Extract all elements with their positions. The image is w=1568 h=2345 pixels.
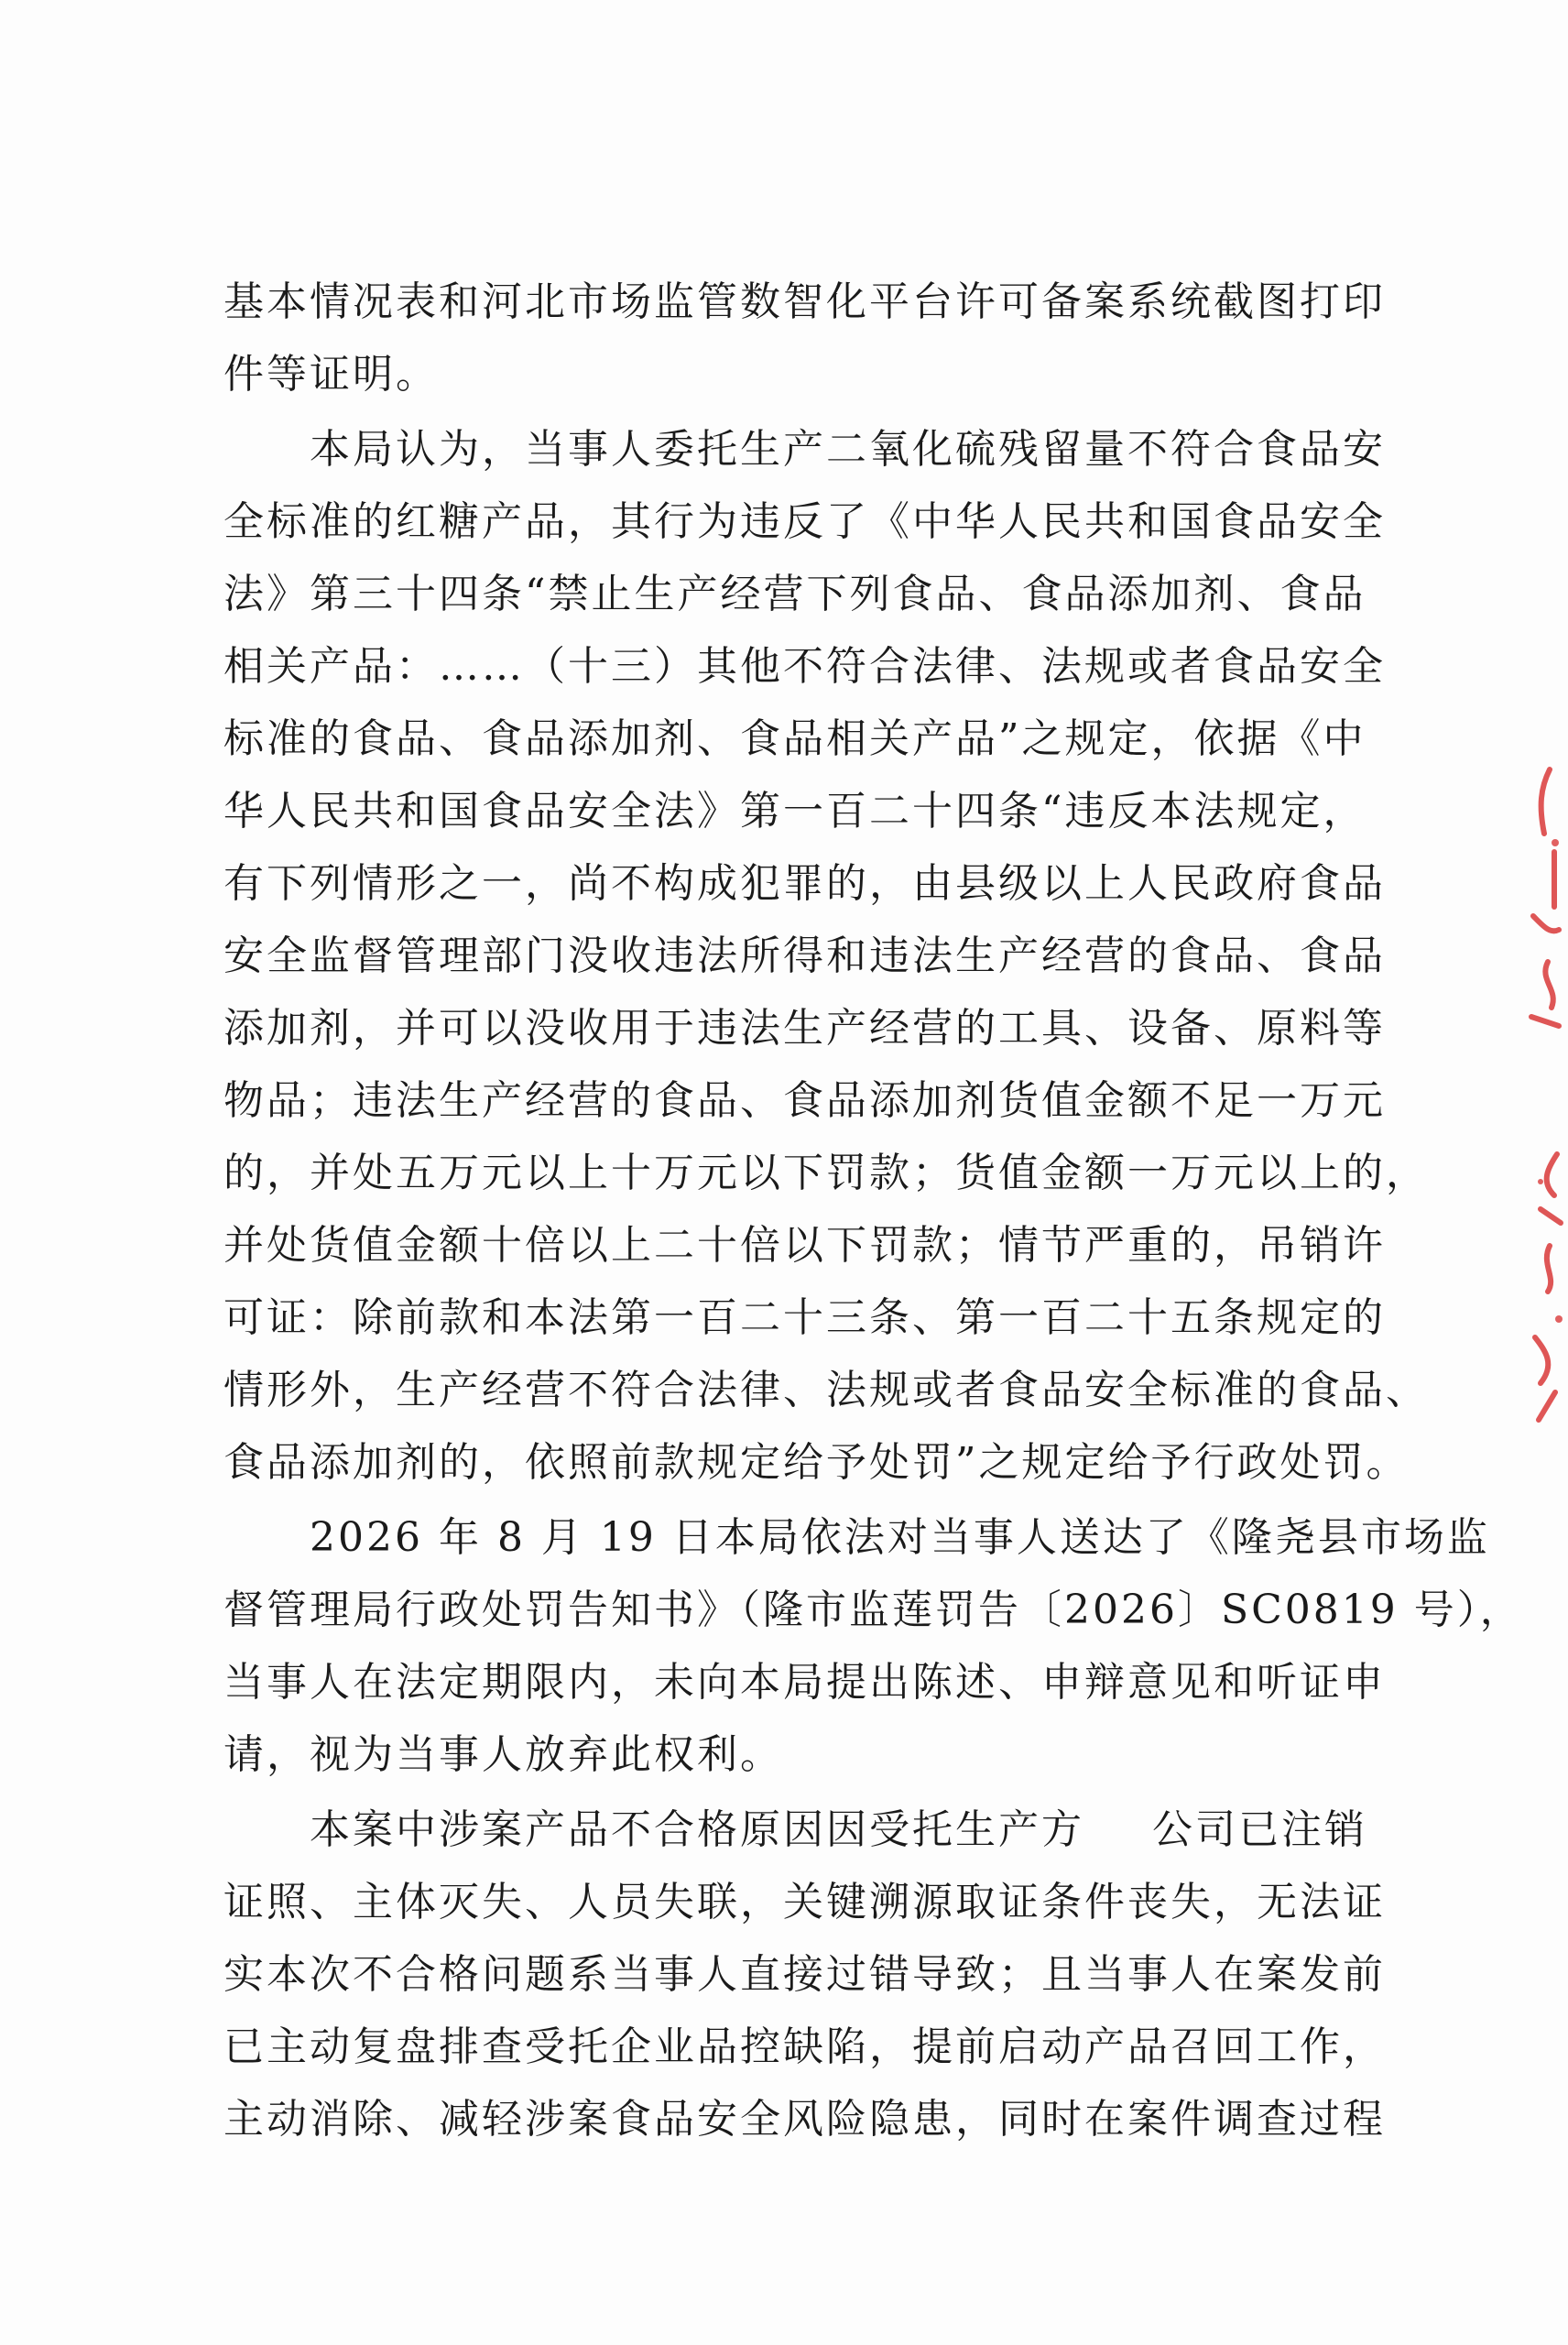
text-line: 全标准的红糖产品，其行为违反了《中华人民共和国食品安全 (223, 498, 1386, 545)
text-line: 2026 年 8 月 19 日本局依法对当事人送达了《隆尧县市场监 (223, 1514, 1490, 1561)
seal-stamp-fragment (1513, 751, 1568, 1447)
redacted-line-after: 公司已注销 (1152, 1806, 1367, 1853)
text-line: 件等证明。 (223, 351, 439, 398)
text-line: 主动消除、减轻涉案食品安全风险隐患，同时在案件调查过程 (223, 2096, 1386, 2143)
text-line: 证照、主体灭失、人员失联，关键溯源取证条件丧失，无法证 (223, 1879, 1386, 1925)
text-line: 本局认为，当事人委托生产二氧化硫残留量不符合食品安 (223, 426, 1386, 473)
text-line: 可证：除前款和本法第一百二十三条、第一百二十五条规定的 (223, 1294, 1386, 1341)
text-line: 有下列情形之一，尚不构成犯罪的，由县级以上人民政府食品 (223, 860, 1386, 907)
text-line: 标准的食品、食品添加剂、食品相关产品”之规定，依据《中 (223, 715, 1367, 762)
text-line: 请，视为当事人放弃此权利。 (223, 1731, 783, 1778)
text-line: 实本次不合格问题系当事人直接过错导致；且当事人在案发前 (223, 1951, 1386, 1998)
text-line: 基本情况表和河北市场监管数智化平台许可备案系统截图打印 (223, 278, 1386, 325)
text-line: 安全监督管理部门没收违法所得和违法生产经营的食品、食品 (223, 933, 1386, 979)
text-line: 法》第三十四条“禁止生产经营下列食品、食品添加剂、食品 (223, 571, 1367, 617)
text-line: 已主动复盘排查受托企业品控缺陷，提前启动产品召回工作， (223, 2023, 1386, 2070)
text-line-redacted (223, 1794, 1377, 1866)
text-line: 情形外，生产经营不符合法律、法规或者食品安全标准的食品、 (223, 1367, 1429, 1413)
text-line: 添加剂，并可以没收用于违法生产经营的工具、设备、原料等 (223, 1005, 1386, 1052)
text-line: 华人民共和国食品安全法》第一百二十四条“违反本法规定， (223, 788, 1367, 834)
text-line: 的，并处五万元以上十万元以下罚款；货值金额一万元以上的， (223, 1150, 1429, 1196)
document-body (223, 266, 1523, 2155)
text-line: 食品添加剂的，依照前款规定给予处罚”之规定给予行政处罚。 (223, 1439, 1410, 1486)
text-line: 并处货值金额十倍以上二十倍以下罚款；情节严重的，吊销许 (223, 1222, 1386, 1269)
redacted-line-before: 本案中涉案产品不合格原因因受托生产方 (223, 1806, 1084, 1853)
text-line: 相关产品：……（十三）其他不符合法律、法规或者食品安全 (223, 643, 1386, 690)
text-line: 当事人在法定期限内，未向本局提出陈述、申辩意见和听证申 (223, 1659, 1386, 1706)
text-line: 物品；违法生产经营的食品、食品添加剂货值金额不足一万元 (223, 1077, 1386, 1124)
text-line: 督管理局行政处罚告知书》（隆市监莲罚告〔2026〕SC0819 号）， (223, 1587, 1523, 1633)
